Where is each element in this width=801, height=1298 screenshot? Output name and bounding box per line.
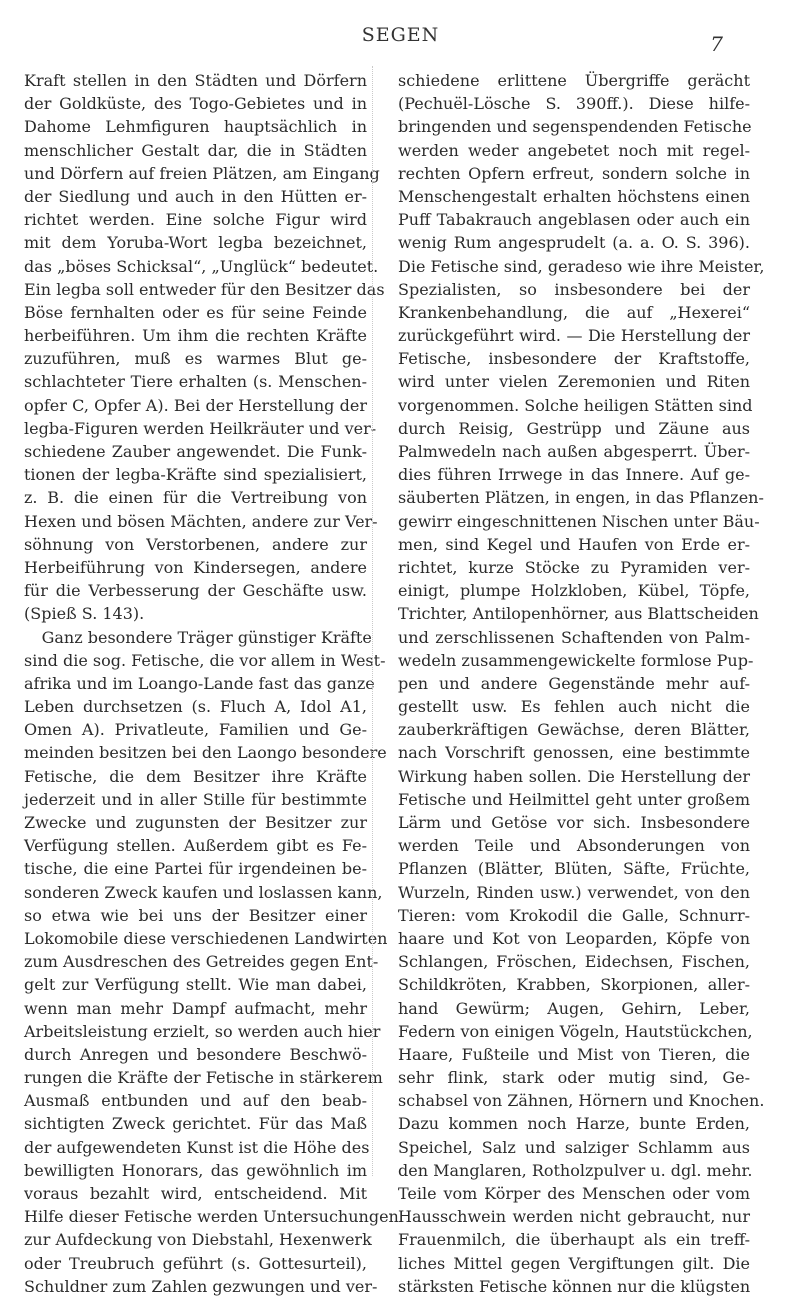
text-line: Lärm und Getöse vor sich. Insbesondere xyxy=(398,813,750,832)
text-line: Menschengestalt erhalten höchstens einen xyxy=(398,186,750,206)
text-line: Kraft stellen in den Städten und Dörfern xyxy=(24,71,367,90)
text-line: Fetische, die dem Besitzer ihre Kräfte xyxy=(24,766,367,786)
text-line: sichtigten Zweck gerichtet. Für das Maß xyxy=(24,1114,367,1134)
text-line: sonderen Zweck kaufen und loslassen kann, xyxy=(24,882,383,902)
text-line: und zerschlissenen Schaftenden von Palm- xyxy=(398,627,750,647)
text-line: so etwa wie bei uns der Besitzer einer xyxy=(24,905,367,925)
text-line: voraus bezahlt wird, entscheidend. Mit xyxy=(24,1184,367,1203)
text-line: Leben durchsetzen (s. Fluch A, Idol A1, xyxy=(24,697,367,717)
column-divider xyxy=(372,66,373,1176)
text-line: schlachteter Tiere erhalten (s. Menschen- xyxy=(24,372,367,392)
text-line: rechten Opfern erfreut, sondern solche in xyxy=(398,163,750,183)
text-line: Speichel, Salz und salziger Schlamm aus xyxy=(398,1137,750,1157)
text-line: menschlicher Gestalt dar, die in Städten xyxy=(24,140,367,160)
text-line: Frauenmilch, die überhaupt als ein treff- xyxy=(398,1230,750,1250)
text-line: Ausmaß entbunden und auf den beab- xyxy=(24,1091,367,1111)
text-line: Krankenbehandlung, die auf „Hexerei“ xyxy=(398,302,750,322)
running-head: SEGEN xyxy=(361,24,440,46)
text-line: men, sind Kegel und Haufen von Erde er- xyxy=(398,534,750,554)
text-line: Die Fetische sind, geradeso wie ihre Meister, xyxy=(398,256,765,276)
text-line: Dahome Lehmfiguren hauptsächlich in xyxy=(24,117,367,137)
text-line: gelt zur Verfügung stellt. Wie man dabei, xyxy=(24,975,367,995)
text-line: Schildkröten, Krabben, Skorpionen, aller- xyxy=(398,975,750,995)
text-line: hand Gewürm; Augen, Gehirn, Leber, xyxy=(398,998,750,1018)
text-line: Böse fernhalten oder es für seine Feinde xyxy=(24,302,367,322)
text-line: meinden besitzen bei den Laongo besondere xyxy=(24,743,387,763)
text-line: Fetische, insbesondere der Kraftstoffe, xyxy=(398,349,750,369)
text-line: opfer C, Opfer A). Bei der Herstellung der xyxy=(24,395,367,415)
text-line: jederzeit und in aller Stille für bestimmte xyxy=(24,789,367,809)
text-line: söhnung von Verstorbenen, andere zur xyxy=(24,534,367,554)
text-line: schabsel von Zähnen, Hörnern und Knochen. xyxy=(398,1091,765,1111)
text-line: richtet, kurze Stöcke zu Pyramiden ver- xyxy=(398,557,750,577)
text-line: afrika und im Loango-Lande fast das ganze xyxy=(24,673,375,693)
text-line: mit dem Yoruba-Wort legba bezeichnet, xyxy=(24,233,367,253)
text-line: legba-Figuren werden Heilkräuter und ver- xyxy=(24,418,377,438)
text-line: Verfügung stellen. Außerdem gibt es Fe- xyxy=(24,836,367,856)
text-line: (Pechuël-Lösche S. 390ff.). Diese hilfe- xyxy=(398,94,750,114)
text-line: einigt, plumpe Holzkloben, Kübel, Töpfe, xyxy=(398,581,750,601)
text-line: schiedene erlittene Übergriffe gerächt xyxy=(398,71,750,90)
text-line: zur Aufdeckung von Diebstahl, Hexenwerk xyxy=(24,1230,372,1250)
text-line: sind die sog. Fetische, die vor allem in West- xyxy=(24,650,386,670)
text-line: wedeln zusammengewickelte formlose Pup- xyxy=(398,650,754,670)
text-column-left xyxy=(24,69,399,1298)
text-line: Lokomobile diese verschiedenen Landwirten xyxy=(24,928,388,948)
text-line: Wurzeln, Rinden usw.) verwendet, von den xyxy=(398,882,750,902)
text-line: richtet werden. Eine solche Figur wird xyxy=(24,210,367,230)
text-line: tische, die eine Partei für irgendeinen be- xyxy=(24,859,367,879)
text-line: pen und andere Gegenstände mehr auf- xyxy=(398,673,750,693)
text-line: und Dörfern auf freien Plätzen, am Eingang xyxy=(24,163,380,183)
text-line: Federn von einigen Vögeln, Hautstückchen, xyxy=(398,1021,753,1041)
text-line: haare und Kot von Leoparden, Köpfe von xyxy=(398,928,750,948)
text-line: der Goldküste, des Togo-Gebietes und in xyxy=(24,94,367,114)
text-line: Schuldner zum Zahlen gezwungen und ver- xyxy=(24,1276,378,1296)
text-line: bewilligten Honorars, das gewöhnlich im xyxy=(24,1160,367,1180)
page-number: 7 xyxy=(710,32,723,56)
text-line: stärksten Fetische können nur die klügsten xyxy=(398,1276,751,1296)
text-line: werden Teile und Absonderungen von xyxy=(398,836,750,856)
text-line: den Manglaren, Rotholzpulver u. dgl. mehr. xyxy=(398,1160,753,1180)
text-line: oder Treubruch geführt (s. Gottesurteil), xyxy=(24,1253,367,1273)
text-line: Schlangen, Fröschen, Eidechsen, Fischen, xyxy=(398,952,750,972)
text-line: Pflanzen (Blätter, Blüten, Säfte, Früchte, xyxy=(398,859,750,879)
text-line: Dazu kommen noch Harze, bunte Erden, xyxy=(398,1114,750,1134)
text-line: Arbeitsleistung erzielt, so werden auch hier xyxy=(24,1021,381,1041)
text-line: vorgenommen. Solche heiligen Stätten sind xyxy=(398,395,753,415)
text-line: liches Mittel gegen Vergiftungen gilt. Die xyxy=(398,1253,750,1273)
text-line: tionen der legba-Kräfte sind spezialisiert, xyxy=(24,465,367,485)
text-line: für die Verbesserung der Geschäfte usw. xyxy=(24,581,367,601)
text-line: werden weder angebetet noch mit regel- xyxy=(398,140,750,160)
text-line: nach Vorschrift genossen, eine bestimmte xyxy=(398,743,750,763)
text-line: Ein legba soll entweder für den Besitzer das xyxy=(24,279,385,299)
text-line: zurückgeführt wird. — Die Herstellung der xyxy=(398,326,750,346)
text-line: wenn man mehr Dampf aufmacht, mehr xyxy=(24,998,367,1018)
text-line: schiedene Zauber angewendet. Die Funk- xyxy=(24,442,367,461)
text-line: gewirr eingeschnittenen Nischen unter Bäu- xyxy=(398,511,760,531)
text-line: Wirkung haben sollen. Die Herstellung der xyxy=(398,766,750,786)
text-line: gestellt usw. Es fehlen auch nicht die xyxy=(398,697,750,717)
text-line: zauberkräftigen Gewächse, deren Blätter, xyxy=(398,720,750,740)
page-header xyxy=(0,18,801,58)
text-line: sehr flink, stark oder mutig sind, Ge- xyxy=(398,1068,750,1088)
text-line: Omen A). Privatleute, Familien und Ge- xyxy=(24,720,367,740)
text-line: (Spieß S. 143). xyxy=(24,604,145,624)
text-line: durch Anregen und besondere Beschwö- xyxy=(24,1044,367,1064)
text-line: zum Ausdreschen des Getreides gegen Ent- xyxy=(24,952,379,972)
text-line: Herbeiführung von Kindersegen, andere xyxy=(24,557,367,577)
text-line: Palmwedeln nach außen abgesperrt. Über- xyxy=(398,442,750,461)
text-line: bringenden und segenspendenden Fetische xyxy=(398,117,752,137)
text-line: dies führen Irrwege in das Innere. Auf ge- xyxy=(398,465,750,485)
text-line: Spezialisten, so insbesondere bei der xyxy=(398,279,750,299)
text-line: das „böses Schicksal“, „Unglück“ bedeutet. xyxy=(24,256,379,276)
text-line: wird unter vielen Zeremonien und Riten xyxy=(398,372,750,392)
text-line: Trichter, Antilopenhörner, aus Blattscheiden xyxy=(398,604,759,624)
text-line: zuzuführen, muß es warmes Blut ge- xyxy=(24,349,367,369)
text-line: herbeiführen. Um ihm die rechten Kräfte xyxy=(24,326,367,346)
text-column-right xyxy=(398,69,765,1298)
text-line: Fetische und Heilmittel geht unter großem xyxy=(398,789,750,809)
text-line: der aufgewendeten Kunst ist die Höhe des xyxy=(24,1137,370,1157)
text-line: Hexen und bösen Mächten, andere zur Ver- xyxy=(24,511,378,531)
text-line: Teile vom Körper des Menschen oder vom xyxy=(398,1184,750,1203)
text-line: Puff Tabakrauch angeblasen oder auch ein xyxy=(398,210,750,230)
text-line: der Siedlung und auch in den Hütten er- xyxy=(24,186,367,206)
text-line: Haare, Fußteile und Mist von Tieren, die xyxy=(398,1044,750,1064)
text-line: wenig Rum angesprudelt (a. a. O. S. 396). xyxy=(398,233,750,253)
text-line: Hausschwein werden nicht gebraucht, nur xyxy=(398,1207,750,1227)
text-line: durch Reisig, Gestrüpp und Zäune aus xyxy=(398,418,750,438)
text-line: rungen die Kräfte der Fetische in stärkerem xyxy=(24,1068,383,1088)
text-line: Zwecke und zugunsten der Besitzer zur xyxy=(24,813,367,832)
text-line: Hilfe dieser Fetische werden Untersuchungen xyxy=(24,1207,399,1227)
text-line: säuberten Plätzen, in engen, in das Pflanzen- xyxy=(398,488,764,508)
text-line: z. B. die einen für die Vertreibung von xyxy=(24,488,367,508)
text-line: Ganz besondere Träger günstiger Kräfte xyxy=(41,627,372,647)
text-line: Tieren: vom Krokodil die Galle, Schnurr- xyxy=(398,905,750,925)
